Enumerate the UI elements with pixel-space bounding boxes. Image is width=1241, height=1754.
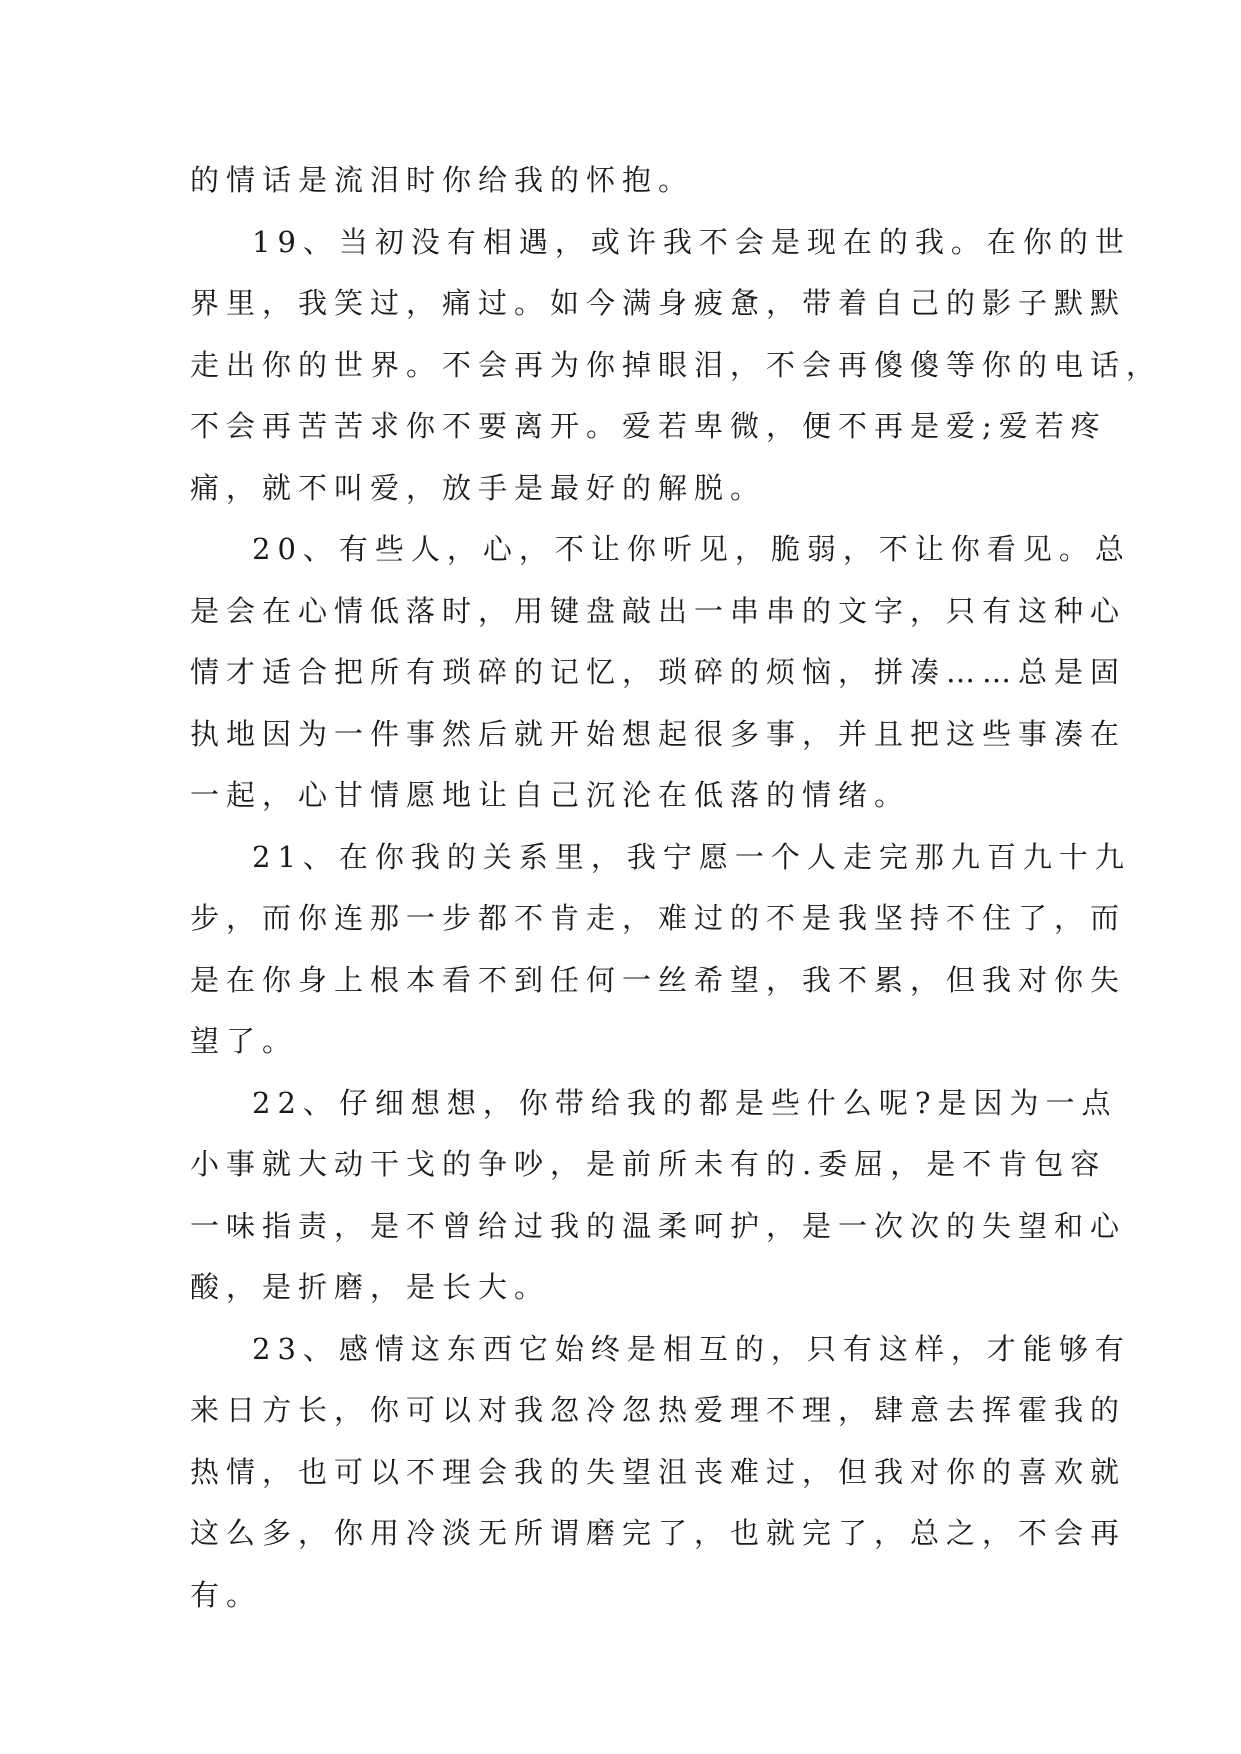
paragraph-18-tail [190,150,1060,212]
paragraph-19 [190,212,1163,520]
text-line: 痛，就不叫爱，放手是最好的解脱。 [190,470,767,505]
text-line: 走出你的世界。不会再为你掉眼泪，不会再傻傻等你的电话， [190,347,1163,382]
text-line: 望了。 [190,1024,299,1058]
text-line: 一味指责，是不曾给过我的温柔呵护，是一次次的失望和心 [190,1208,1127,1243]
text-line: 执地因为一件事然后就开始想起很多事，并且把这些事凑在 [190,716,1127,751]
text-line: 有。 [190,1577,263,1612]
text-line: 不会再苦苦求你不要离开。爱若卑微，便不再是爱;爱若疼 [190,409,1107,443]
text-line: 步，而你连那一步都不肯走，难过的不是我坚持不住了，而 [190,901,1127,935]
text-line: 界里，我笑过，痛过。如今满身疲惫，带着自己的影子默默 [190,286,1127,320]
text-line: 这么多，你用冷淡无所谓磨完了，也就完了，总之，不会再 [190,1516,1127,1550]
text-line: 的情话是流泪时你给我的怀抱。 [190,163,695,197]
text-line: 23、感情这东西它始终是相互的，只有这样，才能够有 [252,1331,1131,1366]
paragraph-23 [190,1319,1131,1627]
paragraph-22 [190,1073,1127,1319]
text-line: 是在你身上根本看不到任何一丝希望，我不累，但我对你失 [190,962,1127,997]
text-line: 情才适合把所有琐碎的记忆，琐碎的烦恼，拼凑……总是固 [190,655,1127,689]
text-line: 酸，是折磨，是长大。 [190,1270,551,1304]
text-line: 22、仔细想想，你带给我的都是些什么呢?是因为一点 [252,1085,1118,1120]
text-line: 21、在你我的关系里，我宁愿一个人走完那九百九十九 [252,839,1131,874]
paragraph-21 [190,827,1131,1073]
document-body [190,150,1163,1626]
paragraph-20 [190,519,1131,827]
text-line: 小事就大动干戈的争吵，是前所未有的.委屈，是不肯包容 [190,1147,1107,1181]
text-line: 一起，心甘情愿地让自己沉沦在低落的情绪。 [190,778,911,812]
text-line: 热情，也可以不理会我的失望沮丧难过，但我对你的喜欢就 [190,1454,1127,1489]
text-line: 19、当初没有相遇，或许我不会是现在的我。在你的世 [252,224,1131,259]
text-line: 是会在心情低落时，用键盘敲出一串串的文字，只有这种心 [190,593,1127,628]
text-line: 来日方长，你可以对我忽冷忽热爱理不理，肆意去挥霍我的 [190,1393,1127,1427]
text-line: 20、有些人，心，不让你听见，脆弱，不让你看见。总 [252,532,1131,566]
